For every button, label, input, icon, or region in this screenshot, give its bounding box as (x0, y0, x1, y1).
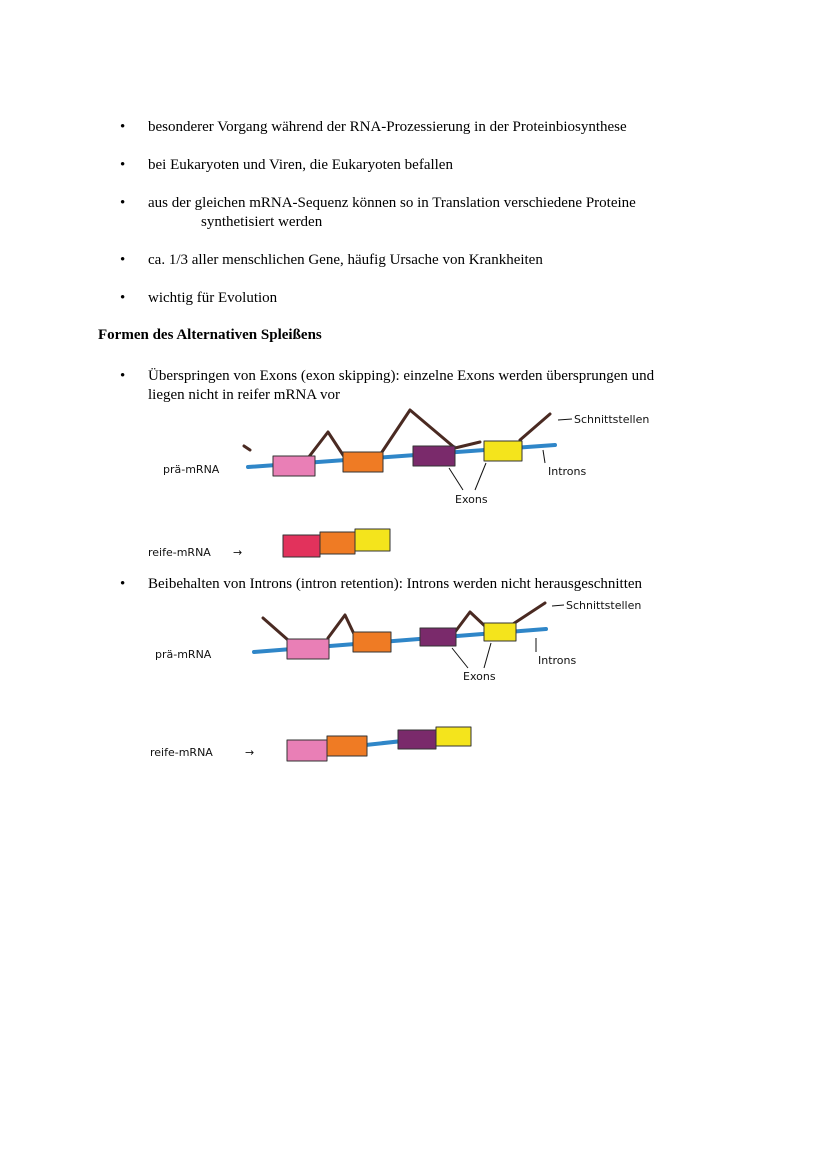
bullet-dot: • (120, 119, 126, 135)
cut-sites-arrow (552, 605, 564, 606)
mature-mrna-arrow: → (233, 546, 243, 559)
bullet-text: Beibehalten von Introns (intron retention): Introns werden nicht herausgeschnitten (148, 576, 643, 592)
introns-label: Introns (548, 465, 587, 478)
intron-loop (328, 615, 354, 638)
bullet-dot: • (120, 576, 126, 592)
exon-box (484, 623, 516, 641)
exon-box (287, 740, 327, 761)
section-heading: Formen des Alternativen Spleißens (98, 327, 322, 343)
mature-mrna-arrow: → (245, 746, 255, 759)
exon-box (420, 628, 456, 646)
bullet-text: besonderer Vorgang während der RNA-Prozessierung in der Proteinbiosynthese (148, 119, 627, 135)
mature-mrna-label: reife-mRNA (150, 746, 213, 759)
bullet-text: ca. 1/3 aller menschlichen Gene, häufig Ursache von Krankheiten (148, 252, 543, 268)
exon-box (436, 727, 471, 746)
exon-box (287, 639, 329, 659)
pre-mrna-label: prä-mRNA (155, 648, 212, 661)
mature-mrna-label: reife-mRNA (148, 546, 211, 559)
pre-mrna-label: prä-mRNA (163, 463, 220, 476)
bullet-dot: • (120, 368, 126, 384)
bullet-dot: • (120, 195, 126, 211)
exon-box (327, 736, 367, 756)
bullet-dot: • (120, 290, 126, 306)
bullet-text-line: aus der gleichen mRNA-Sequenz können so in Translation verschiedene Proteine (148, 195, 636, 211)
intron-loop (263, 618, 288, 640)
intron-loop (513, 603, 545, 624)
cut-sites-label: Schnittstellen (566, 599, 642, 612)
bullet-dot: • (120, 157, 126, 173)
exon-box (353, 632, 391, 652)
cut-sites-label: Schnittstellen (574, 413, 650, 426)
exons-label: Exons (463, 670, 496, 683)
exons-arrow (452, 648, 468, 668)
bullet-dot: • (120, 252, 126, 268)
exon-box (398, 730, 436, 749)
exons-label: Exons (455, 493, 488, 506)
intron-loop (455, 612, 487, 632)
introns-label: Introns (538, 654, 577, 667)
bullet-text-continuation: synthetisiert werden (201, 214, 323, 230)
bullet-text: bei Eukaryoten und Viren, die Eukaryoten befallen (148, 157, 453, 173)
bullet-text: wichtig für Evolution (148, 290, 278, 306)
exons-arrow (484, 643, 491, 668)
bullet-text-line: Überspringen von Exons (exon skipping): einzelne Exons werden übersprungen und (148, 368, 655, 384)
bullet-text-continuation: liegen nicht in reifer mRNA vor (148, 387, 341, 403)
